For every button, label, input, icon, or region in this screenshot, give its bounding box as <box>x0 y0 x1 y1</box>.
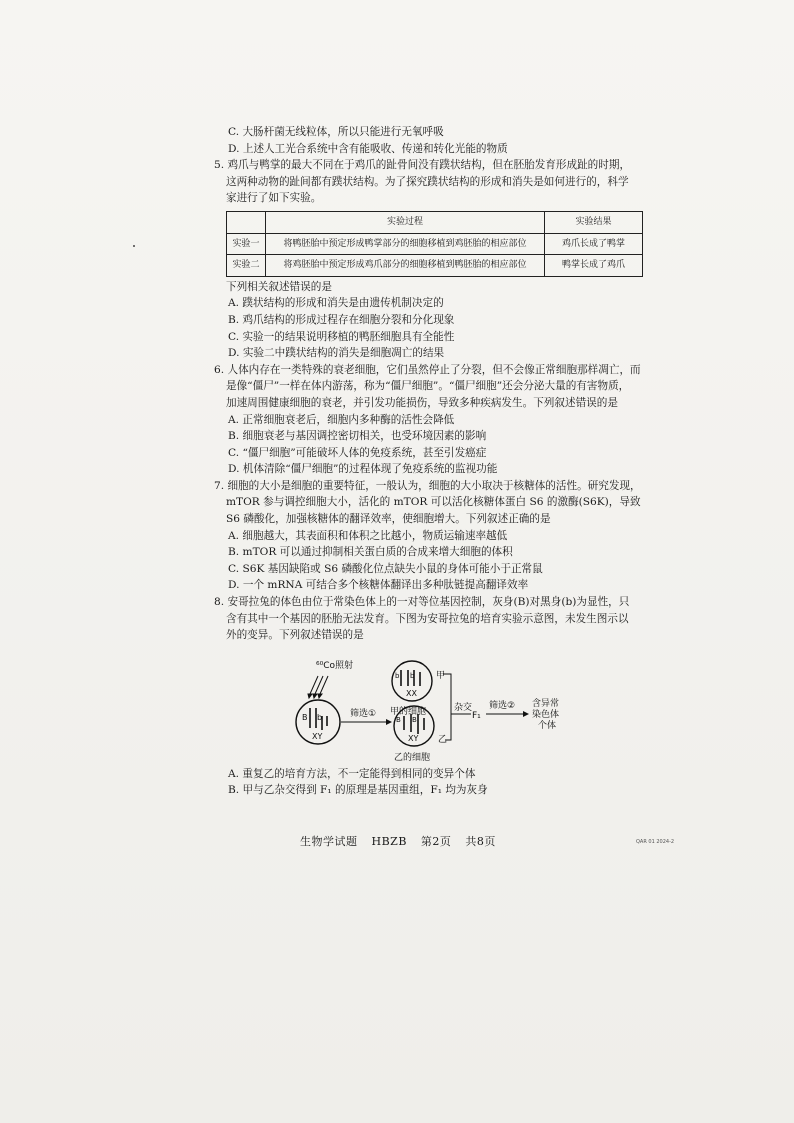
gene-label: B <box>396 716 401 724</box>
footer-subject: 生物学试题 <box>300 835 358 848</box>
q5-option-c: C. 实验一的结果说明移植的鸭胚细胞具有全能性 <box>228 330 455 343</box>
q7-option-d: D. 一个 mRNA 可结合多个核糖体翻译出多种肽链提高翻译效率 <box>228 579 529 592</box>
q6-option-d: D. 机体清除“僵尸细胞”的过程体现了免疫系统的监视功能 <box>228 463 498 476</box>
table-cell: 将鸡胚胎中预定形成鸡爪部分的细胞移植到鸭胚胎的相应部位 <box>266 255 545 277</box>
footer-page: 第2页 <box>420 835 452 848</box>
gene-label: B <box>412 716 417 724</box>
table-cell: 实验一 <box>227 233 266 255</box>
cross-label: 杂交 <box>454 703 473 713</box>
screen1-label: 筛选① <box>350 709 377 719</box>
cell-yi-label: 乙的细胞 <box>394 753 431 763</box>
result-line: 染色体 <box>532 710 560 720</box>
gene-label: b <box>410 672 415 680</box>
table-row <box>227 233 643 255</box>
q8-stem-2: 含有其中一个基因的胚胎无法发育。下图为安哥拉兔的培育实验示意图，未发生图示以 <box>226 612 629 625</box>
table-header-cell: 实验过程 <box>266 211 545 233</box>
table-row <box>227 255 643 277</box>
cross-bracket <box>443 674 451 740</box>
table-header-cell <box>227 211 266 233</box>
gene-label: b <box>317 713 323 722</box>
sex-chromosome-label: XX <box>406 689 417 698</box>
q6-stem-3: 加速周围健康细胞的衰老，并引发功能损伤，导致多种疾病发生。下列叙述错误的是 <box>226 396 618 409</box>
radiation-arrows <box>308 676 328 698</box>
q6-stem-1: 6. 人体内存在一类特殊的衰老细胞，它们虽然停止了分裂，但不会像正常细胞那样凋亡，而 <box>214 363 641 376</box>
q5-stem-2: 这两种动物的趾间都有蹼状结构。为了探究蹼状结构的形成和消失是如何进行的，科学 <box>226 175 629 188</box>
q8-option-a: A. 重复乙的培育方法，不一定能得到相同的变异个体 <box>228 767 476 780</box>
table-cell: 鸭掌长成了鸡爪 <box>545 255 643 277</box>
q5-stem-3: 家进行了如下实验。 <box>226 192 322 205</box>
yi-label: 乙 <box>438 735 448 745</box>
q6-option-a: A. 正常细胞衰老后，细胞内多种酶的活性会降低 <box>228 413 455 426</box>
arrow-head <box>386 719 392 725</box>
footer-code: HBZB <box>371 835 407 848</box>
result-line: 个体 <box>538 721 557 731</box>
jia-label: 甲 <box>436 671 446 681</box>
speck <box>133 245 135 247</box>
gene-label: B <box>302 713 308 722</box>
q8-stem-1: 8. 安哥拉兔的体色由位于常染色体上的一对等位基因控制，灰身(B)对黑身(b)为显性，只 <box>214 596 630 609</box>
gene-label: b <box>395 672 400 680</box>
q7-stem-1: 7. 细胞的大小是细胞的重要特征，一般认为，细胞的大小取决于核糖体的活性。研究发现， <box>214 479 641 492</box>
q7-stem-2: mTOR 参与调控细胞大小，活化的 mTOR 可以活化核糖体蛋白 S6 的激酶(S6K)，导致 <box>226 496 641 509</box>
q8-option-b: B. 甲与乙杂交得到 F₁ 的原理是基因重组，F₁ 均为灰身 <box>228 784 488 797</box>
f1-label: F₁ <box>472 711 481 721</box>
q6-stem-2: 是像“僵尸”一样在体内游荡，称为“僵尸细胞”。“僵尸细胞”还会分泌大量的有害物质， <box>226 380 630 393</box>
q5-stem-1: 5. 鸡爪与鸭掌的最大不同在于鸡爪的趾骨间没有蹼状结构，但在胚胎发育形成趾的时期， <box>214 159 631 172</box>
screen2-label: 筛选② <box>489 701 516 711</box>
q7-option-a: A. 细胞越大，其表面积和体积之比越小，物质运输速率越低 <box>228 529 508 542</box>
cell-jia-label: 甲的细胞 <box>390 707 427 717</box>
breeding-diagram <box>288 656 588 766</box>
q6-option-c: C. “僵尸细胞”可能破坏人体的免疫系统，甚至引发癌症 <box>228 446 487 459</box>
q5-option-b: B. 鸡爪结构的形成过程存在细胞分裂和分化现象 <box>228 313 455 326</box>
table-header-cell: 实验结果 <box>545 211 643 233</box>
q7-option-b: B. mTOR 可以通过抑制相关蛋白质的合成来增大细胞的体积 <box>228 546 513 559</box>
table-cell: 将鸭胚胎中预定形成鸭掌部分的细胞移植到鸡胚胎的相应部位 <box>266 233 545 255</box>
sex-chromosome-label: XY <box>312 732 323 741</box>
page-footer <box>300 833 540 849</box>
arrow-head <box>523 711 529 717</box>
table-header-row <box>227 211 643 233</box>
experiment-table <box>226 211 643 277</box>
q8-stem-3: 外的变异。下列叙述错误的是 <box>226 629 364 642</box>
q5-option-d: D. 实验二中蹼状结构的消失是细胞凋亡的结果 <box>228 347 445 360</box>
table-cell: 鸡爪长成了鸭掌 <box>545 233 643 255</box>
result-line: 含异常 <box>532 699 560 709</box>
q6-option-b: B. 细胞衰老与基因调控密切相关，也受环境因素的影响 <box>228 430 487 443</box>
table-cell: 实验二 <box>227 255 266 277</box>
q5-prompt: 下列相关叙述错误的是 <box>226 280 332 293</box>
sex-chromosome-label: XY <box>408 734 419 743</box>
q7-option-c: C. S6K 基因缺陷或 S6 磷酸化位点缺失小鼠的身体可能小于正常鼠 <box>228 562 543 575</box>
option-line: C. 大肠杆菌无线粒体，所以只能进行无氧呼吸 <box>228 126 444 138</box>
option-line: D. 上述人工光合系统中含有能吸收、传递和转化光能的物质 <box>228 142 508 155</box>
q7-stem-3: S6 磷酸化，加强核糖体的翻译效率，使细胞增大。下列叙述正确的是 <box>226 513 551 526</box>
q5-option-a: A. 蹼状结构的形成和消失是由遗传机制决定的 <box>228 297 444 310</box>
radiation-label: ⁶⁰Co照射 <box>316 661 354 671</box>
footer-total: 共8页 <box>465 835 496 848</box>
print-code: QAR 01 2024-2 <box>636 839 675 845</box>
